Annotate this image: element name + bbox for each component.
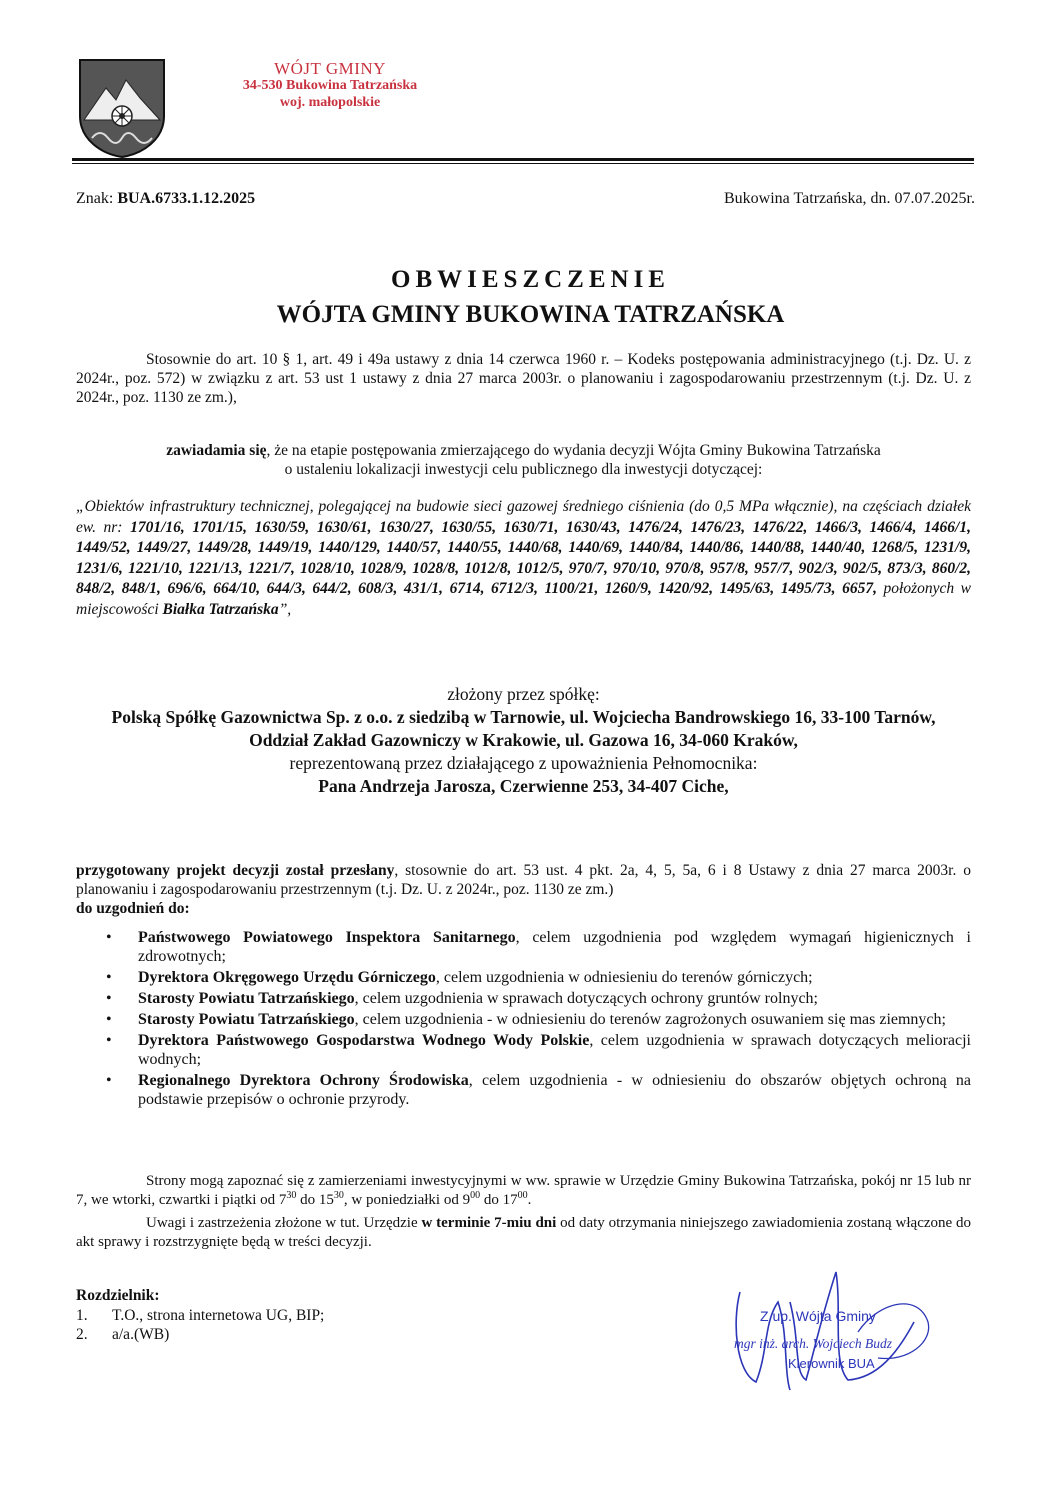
location-suffix: ”,: [278, 600, 292, 618]
investment-description: [76, 497, 971, 621]
bullet-icon: •: [106, 1011, 112, 1028]
agreement-purpose: , celem uzgodnienia w sprawach dotyczących melioracji wodnych;: [138, 1032, 972, 1068]
hours-sup: 30: [333, 1190, 344, 1201]
agreement-purpose: , celem uzgodnienia w odniesieniu do terenów górniczych;: [435, 969, 813, 986]
case-reference-label: Znak:: [76, 190, 118, 207]
remarks-paragraph: [76, 1214, 971, 1252]
bullet-icon: •: [106, 1072, 112, 1089]
signature-role: Kierownik BUA: [788, 1356, 875, 1371]
agreement-purpose: , celem uzgodnienia - w odniesieniu do terenów zagrożonych osuwaniem się mas ziemnych;: [354, 1011, 946, 1028]
remarks-post: od daty otrzymania niniejszego zawiadomienia zostaną włączone do akt sprawy i rozstrzygnięte będą w treści decyzji.: [76, 1215, 972, 1250]
gmina-coat-of-arms-icon: [78, 58, 166, 158]
document-subtitle: WÓJTA GMINY BUKOWINA TATRZAŃSKA: [276, 301, 785, 328]
distribution-number: 2.: [76, 1326, 88, 1343]
agreement-item: [76, 989, 971, 1008]
applicant-block: [76, 683, 971, 798]
hours-paragraph: [76, 1172, 971, 1210]
investment-text: „Obiektów infrastruktury technicznej, polegającej na budowie sieci gazowej średniego ciśnienia (do 0,5 MPa włącznie), na częściach działek ew. nr:: [76, 498, 971, 536]
project-paragraph: [76, 861, 971, 918]
stamp-line-2: 34-530 Bukowina Tatrzańska: [242, 78, 418, 93]
header-rule: [72, 158, 974, 161]
hours-sup: 00: [470, 1190, 481, 1201]
distribution-label: Rozdzielnik:: [76, 1287, 160, 1304]
agreement-authority: Starosty Powiatu Tatrzańskiego: [138, 1011, 355, 1028]
legal-basis-paragraph: Stosownie do art. 10 § 1, art. 49 i 49a ustawy z dnia 14 czerwca 1960 r. – Kodeks postępowania administracyjnego (t.j. Dz. U. z 2024r., poz. 572) w związku z art. 53 ust 1 ustawy z dnia 27 marca 2003r. o planowaniu i zagospodarowaniu przestrzennym (t.j. Dz. U. z 2024r., poz. 1130 ze zm.),: [76, 351, 971, 406]
agreement-item: [76, 1010, 971, 1029]
notice-bold: zawiadamia się: [166, 442, 267, 459]
hours-text: .: [527, 1192, 532, 1208]
document-title: OBWIESZCZENIE: [391, 266, 670, 293]
case-reference: [76, 190, 255, 208]
applicant-branch: Oddział Zakład Gazowniczy w Krakowie, ul. Gazowa 16, 34-060 Kraków,: [249, 730, 798, 750]
applicant-represented: reprezentowaną przez działającego z upoważnienia Pełnomocnika:: [289, 753, 758, 773]
parcel-list: 1701/16, 1701/15, 1630/59, 1630/61, 1630/27, 1630/55, 1630/71, 1630/43, 1476/24, 1476/23, 1476/22, 1466/3, 1466/4, 1466/1, 1449/52, 1449/27, 1449/28, 1449/19, 1440/129, 1440/57, 1440/55, 1440/68, 1440/69, 1440/84, 1440/86, 1440/88, 1440/40, 1268/5, 1231/9, 1231/6, 1221/10, 1221/13, 1221/7, 1028/10, 1028/9, 1028/8, 1012/8, 1012/5, 970/7, 970/10, 970/8, 957/8, 957/7, 902/3, 902/5, 873/3, 860/2, 848/2, 848/1, 696/6, 664/10, 644/3, 644/2, 608/3, 431/1, 6714, 6712/3, 1100/21, 1260/9, 1420/92, 1495/63, 1495/73, 6657,: [76, 518, 971, 598]
applicant-attorney: Pana Andrzeja Jarosza, Czerwienne 253, 34-407 Ciche,: [318, 776, 729, 796]
notice-text: , że na etapie postępowania zmierzającego do wydania decyzji Wójta Gminy Bukowina Tatrzańska: [266, 442, 881, 459]
institution-stamp: [225, 60, 435, 111]
distribution-number: 1.: [76, 1307, 88, 1324]
agreement-authority: Państwowego Powiatowego Inspektora Sanitarnego: [138, 929, 516, 946]
location-name: Białka Tatrzańska: [162, 600, 279, 618]
stamp-line-1: WÓJT GMINY: [274, 59, 386, 78]
agreement-item: [76, 1031, 971, 1069]
bullet-icon: •: [106, 1032, 112, 1049]
header-rule-thin: [72, 163, 974, 164]
agreement-purpose: , celem uzgodnienia w sprawach dotyczących ochrony gruntów rolnych;: [354, 990, 818, 1007]
agreement-purpose: , celem uzgodnienia pod względem wymagań higienicznych i zdrowotnych;: [138, 929, 972, 965]
distribution-item: [76, 1306, 324, 1325]
bullet-icon: •: [106, 929, 112, 946]
location-prefix: położonych w miejscowości: [76, 580, 972, 618]
agreement-item: [76, 968, 971, 987]
agreement-item: [76, 1071, 971, 1109]
hours-text: , w poniedziałki od 9: [343, 1192, 471, 1208]
bullet-icon: •: [106, 990, 112, 1007]
agreement-authority: Dyrektora Okręgowego Urzędu Górniczego: [138, 969, 436, 986]
agreement-item: [76, 928, 971, 966]
signature-authorization: Z up. Wójta Gminy: [760, 1308, 876, 1324]
distribution-item: [76, 1325, 324, 1344]
case-reference-value: BUA.6733.1.12.2025: [117, 190, 256, 207]
stamp-line-3: woj. małopolskie: [279, 95, 381, 110]
bullet-icon: •: [106, 969, 112, 986]
agreement-authority: Dyrektora Państwowego Gospodarstwa Wodnego Wody Polskie: [138, 1032, 590, 1049]
project-text: , stosownie do art. 53 ust. 4 pkt. 2a, 4, 5, 5a, 6 i 8 Ustawy z dnia 27 marca 2003r. o planowaniu i zagospodarowaniu przestrzennym (t.j. Dz. U. z 2024r., poz. 1130 ze zm.): [76, 862, 971, 898]
notice-paragraph: [76, 441, 971, 479]
agreement-authority: Regionalnego Dyrektora Ochrony Środowiska: [138, 1072, 469, 1089]
remarks-bold: w terminie 7-miu dni: [421, 1215, 557, 1231]
notice-line-2: o ustaleniu lokalizacji inwestycji celu publicznego dla inwestycji dotyczącej:: [284, 461, 763, 478]
distribution-list: [76, 1286, 324, 1344]
agreements-list: [76, 928, 971, 1111]
signature-name: mgr inż. arch. Wojciech Budz: [734, 1336, 892, 1351]
hours-text: do 15: [296, 1192, 334, 1208]
applicant-company: Polską Spółkę Gazownictwa Sp. z o.o. z siedzibą w Tarnowie, ul. Wojciecha Bandrowskiego 16, 33-100 Tarnów,: [111, 707, 936, 727]
project-bold: przygotowany projekt decyzji został przesłany: [76, 862, 395, 879]
remarks-pre: Uwagi i zastrzeżenia złożone w tut. Urzędzie: [146, 1215, 422, 1231]
hours-text: do 17: [480, 1192, 518, 1208]
agreement-authority: Starosty Powiatu Tatrzańskiego: [138, 990, 355, 1007]
hours-sup: 00: [517, 1190, 528, 1201]
hours-text: Strony mogą zapoznać się z zamierzeniami inwestycyjnymi w ww. sprawie w Urzędzie Gminy Bukowina Tatrzańska, pokój nr 15 lub nr 7, we wtorki, czwartki i piątki od 7: [76, 1173, 971, 1208]
place-and-date: Bukowina Tatrzańska, dn. 07.07.2025r.: [724, 190, 975, 207]
distribution-text: T.O., strona internetowa UG, BIP;: [112, 1307, 325, 1324]
agreement-purpose: , celem uzgodnienia - w odniesieniu do obszarów objętych ochroną na podstawie przepisów o ochronie przyrody.: [138, 1072, 971, 1108]
agreements-label: do uzgodnień do:: [76, 900, 190, 917]
hours-sup: 30: [286, 1190, 297, 1201]
distribution-text: a/a.(WB): [112, 1326, 170, 1343]
handwritten-signature-icon: [728, 1262, 968, 1402]
applicant-intro: złożony przez spółkę:: [447, 684, 600, 704]
